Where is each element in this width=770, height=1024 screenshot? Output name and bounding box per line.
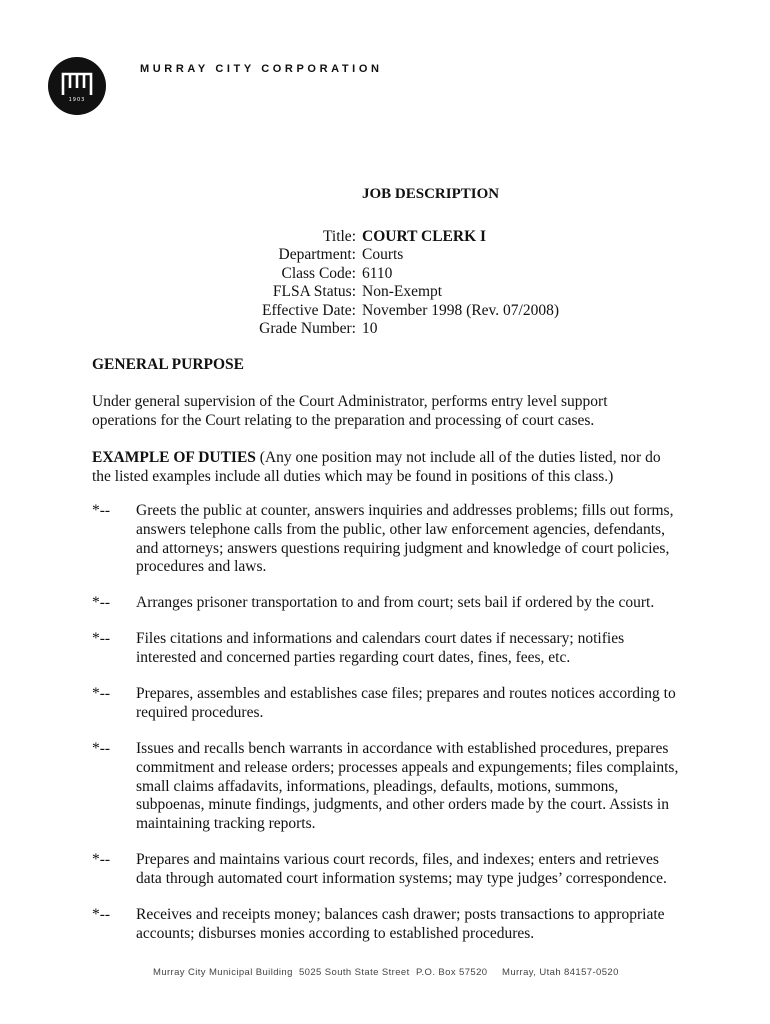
info-label: Department:	[278, 246, 356, 264]
info-label: Class Code:	[281, 264, 356, 282]
duty-bullet: *--	[92, 906, 111, 923]
document-heading: JOB DESCRIPTION	[362, 186, 500, 202]
general-purpose-text: Under general supervision of the Court Administrator, performs entry level support operations for the Court relating to the preparation and processing of court cases.	[92, 393, 608, 429]
info-label: Grade Number:	[259, 320, 356, 338]
duty-text: Prepares and maintains various court records, files, and indexes; enters and retrieves data through automated court information systems; may type judges’ correspondence.	[136, 851, 667, 887]
info-label: Title:	[322, 228, 356, 245]
duty-bullet: *--	[92, 630, 111, 647]
info-row-department	[200, 246, 760, 264]
info-value: Non-Exempt	[362, 283, 443, 301]
footer-city: Murray, Utah 84157-0520	[502, 967, 619, 978]
info-value: November 1998 (Rev. 07/2008)	[362, 301, 560, 319]
general-purpose-title: GENERAL PURPOSE	[92, 356, 245, 373]
info-value: Courts	[362, 246, 404, 264]
duty-text: Receives and receipts money; balances cash drawer; posts transactions to appropriate accounts; disburses monies according to established procedures.	[136, 906, 665, 942]
logo-year: 1903	[68, 97, 86, 103]
info-row-flsa-status	[200, 283, 760, 301]
duty-text: Greets the public at counter, answers inquiries and addresses problems; fills out forms, answers telephone calls from the public, other law enforcement agencies, defendants, and attorneys; answers questions requiring judgment and knowledge of court policies, procedures and laws.	[136, 502, 674, 576]
info-row-title	[200, 228, 760, 246]
organization-name: MURRAY CITY CORPORATION	[140, 63, 383, 75]
info-value: 10	[362, 320, 378, 338]
info-row-class-code	[200, 265, 760, 283]
duty-text: Issues and recalls bench warrants in accordance with established procedures, prepares commitment and release orders; processes appeals and expungements; files complaints, small claims affadavits, informations, pleadings, defaults, motions, summons, subpoenas, minute findings, judgments, and other orders made by the court. Assists in maintaining tracking reports.	[136, 740, 679, 833]
duty-text: Prepares, assembles and establishes case files; prepares and routes notices according to required procedures.	[136, 685, 676, 721]
info-value: COURT CLERK I	[362, 228, 487, 245]
duty-bullet: *--	[92, 851, 111, 868]
info-row-effective-date	[200, 302, 760, 320]
murray-city-logo	[48, 57, 106, 115]
footer-po-box: P.O. Box 57520	[416, 967, 488, 978]
duty-bullet: *--	[92, 740, 111, 757]
duty-text: Arranges prisoner transportation to and from court; sets bail if ordered by the court.	[136, 594, 655, 611]
logo-m-mark-icon	[48, 57, 106, 115]
info-value: 6110	[362, 264, 393, 282]
job-info-table	[200, 228, 760, 338]
duties-intro	[92, 448, 672, 486]
duties-note: (Any one position may not include all of the duties listed, nor do the listed examples include all duties which may be found in positions of this class.)	[92, 449, 661, 485]
duties-title: EXAMPLE OF DUTIES	[92, 449, 256, 466]
duty-bullet: *--	[92, 594, 111, 611]
info-row-grade-number	[200, 320, 760, 338]
duty-text: Files citations and informations and calendars court dates if necessary; notifies interested and concerned parties regarding court dates, fines, fees, etc.	[136, 630, 625, 666]
info-label: FLSA Status:	[272, 283, 356, 301]
footer-building: Murray City Municipal Building	[153, 967, 293, 978]
footer-street: 5025 South State Street	[299, 967, 410, 978]
info-label: Effective Date:	[262, 301, 356, 319]
duty-bullet: *--	[92, 502, 111, 519]
duty-bullet: *--	[92, 685, 111, 702]
